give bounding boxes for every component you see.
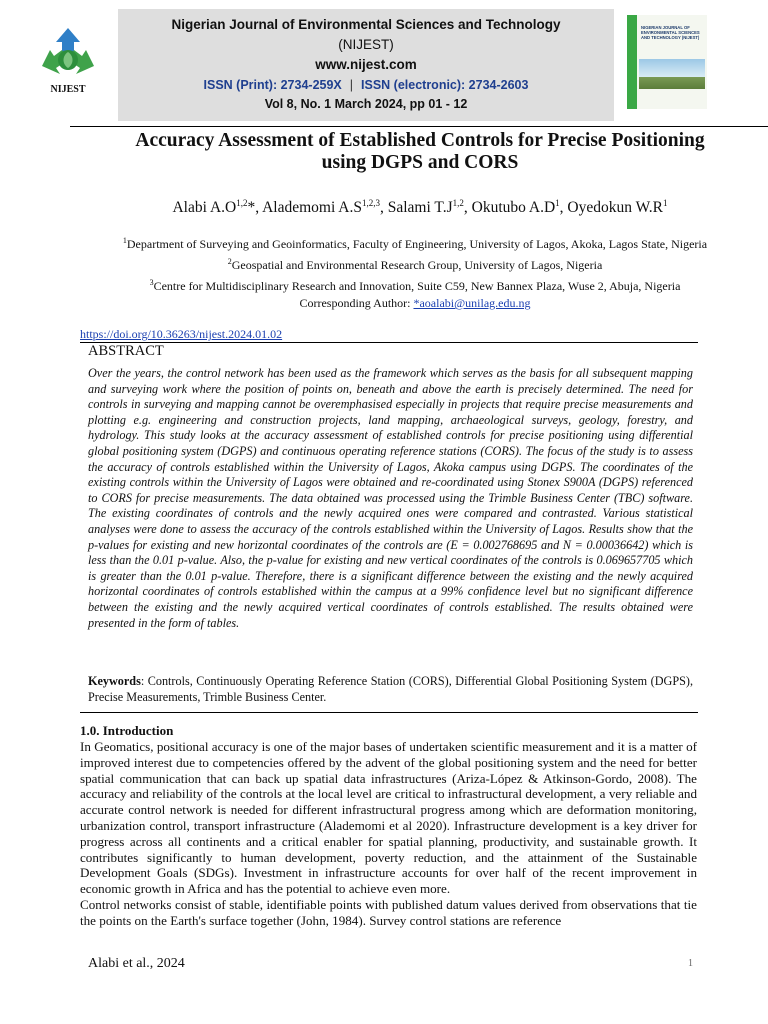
journal-cover-image	[627, 15, 707, 109]
cover-title: NIGERIAN JOURNAL OF ENVIRONMENTAL SCIENCES AND TECHNOLOGY (NIJEST)	[641, 25, 700, 40]
page-number: 1	[688, 958, 693, 969]
issn-print: ISSN (Print): 2734-259X	[203, 78, 342, 92]
paragraph: In Geomatics, positional accuracy is one of the major bases of undertaken scientific measurement and it is a matter of improved interest due to competencies offered by the advent of the global positioning system and the need for better spatial communication that can back up spatial data infrastructures (Ariza-López & Atkinson-Gordo, 2008). The accuracy and reliability of the controls at the local level are critical to infrastructural development, a very reliable and accurate control network is needed for different infrastructural progress among which are deformation monitoring, urbanization control, transport infrastructure (Alademomi et al 2020). Infrastructure development is a key driver for progress across all continents and a critical enabler for spatial planning, productivity, and sustainable growth. It contributes significantly to human development, poverty reduction, and the attainment of the Sustainable Development Goals (SDGs). Investment in infrastructure accounts for over half of the recent improvement in economic growth in Africa and has the potential to achieve even more.	[80, 739, 697, 897]
corresponding-email-link[interactable]: *aoalabi@unilag.edu.ng	[413, 296, 531, 310]
journal-website[interactable]: www.nijest.com	[315, 57, 417, 72]
keywords-label: Keywords	[88, 674, 141, 688]
keywords	[88, 674, 693, 705]
journal-abbreviation: (NIJEST)	[338, 37, 394, 52]
journal-name: Nigerian Journal of Environmental Sciences and Technology	[171, 17, 561, 32]
keywords-text: : Controls, Continuously Operating Reference Station (CORS), Differential Global Positioning System (DGPS), Precise Measurements, Trimble Business Center.	[88, 674, 693, 704]
corresponding-author: Corresponding Author: *aoalabi@unilag.edu.ng	[299, 296, 531, 310]
doi-link[interactable]: https://doi.org/10.36263/nijest.2024.01.02	[80, 327, 283, 341]
affiliations	[90, 232, 740, 312]
keywords-divider	[80, 712, 698, 713]
journal-logo	[28, 22, 108, 98]
title-line-2: using DGPS and CORS	[321, 152, 519, 173]
issn-separator: |	[349, 78, 354, 92]
paragraph: Control networks consist of stable, identifiable points with published datum values derived from observations that tie the points on the Earth's surface together (John, 1984). Survey control stations are reference	[80, 896, 697, 928]
footer-citation: Alabi et al., 2024	[88, 956, 185, 971]
issn-electronic: ISSN (electronic): 2734-2603	[361, 78, 529, 92]
journal-header	[118, 9, 614, 121]
author-name: Alabi A.O	[172, 199, 237, 217]
abstract-text: Over the years, the control network has been used as the framework which serves as the basis for all subsequent mapping and surveying work where the position of points on, beneath and above the earth is precisely determined. The need for controls in surveying and mapping cannot be overemphasised especially in projects that require precise measurements and plotting e.g. engineering and construction projects, land mapping, archaeological surveys, geology, forestry, and hydrology. This study looks at the accuracy assessment of established controls for precise positioning using differential global positioning system (DGPS) and continuous operating reference stations (CORS). The focus of the study is to assess the accuracy of controls established within the University of Lagos, Akoka campus using DGPS. The coordinates of the existing controls within the University of Lagos were obtained and re-coordinated using Stonex S900A (DGPS) referenced to CORS for precise measurements. The data obtained was processed using the Trimble Business Center (TBC) software. The existing coordinates of controls and the newly acquired ones were compared and contrasted. Various statistical analyses were done to assess the accuracy of the controls established within the University of Lagos. Results show that the p-values for existing and new horizontal coordinates of the controls are (E = 0.002768695 and N = 0.00036642) which is less than the 0.01 p-value. Also, the p-value for existing and new vertical coordinates of the controls is 0.069657705 which is greater than the 0.01 p-value. Therefore, there is a significant difference between the existing and the newly acquired horizontal coordinates of controls established within the campus at a 99% confidence level but no significant difference between the existing and the newly acquired vertical coordinates of controls established. The results obtained were presented in the form of tables.	[88, 366, 693, 630]
issn-line	[118, 75, 614, 95]
cover-landscape-image	[639, 59, 705, 89]
affiliation: $^2$Geospatial and Environmental Research Group, University of Lagos, Nigeria	[227, 257, 603, 272]
section-heading: 1.0. Introduction	[80, 723, 174, 738]
affiliation: $^1$Department of Surveying and Geoinformatics, Faculty of Engineering, University of Lagos, Akoka, Lagos State, Nigeria	[122, 236, 708, 251]
author-name: Salami T.J	[387, 199, 453, 217]
header-divider	[70, 126, 768, 127]
abstract-divider	[80, 342, 698, 343]
author-name: Okutubo A.D	[471, 199, 556, 217]
author-name: Oyedokun W.R	[567, 199, 664, 217]
title-line-1: Accuracy Assessment of Established Controls for Precise Positioning	[135, 130, 705, 151]
author-list: Alabi $A.O^{1,2}*$, Alademomi $A.S^{1,2,3}$, Salami $T.J^{1,2}$, Okutubo $A.D^1$, Oyedokun $W.R^1$	[172, 198, 668, 217]
logo-text: NIJEST	[50, 84, 86, 95]
introduction-body	[80, 739, 697, 929]
volume-info: Vol 8, No. 1 March 2024, pp 01 - 12	[264, 97, 468, 111]
article-title	[70, 130, 768, 174]
abstract-heading: ABSTRACT	[88, 343, 164, 359]
author-name: Alademomi A.S	[262, 199, 362, 217]
affiliation: $^3$Centre for Multidisciplinary Research and Innovation, Suite C59, New Bannex Plaza, Wuse 2, Abuja, Nigeria	[149, 278, 681, 293]
